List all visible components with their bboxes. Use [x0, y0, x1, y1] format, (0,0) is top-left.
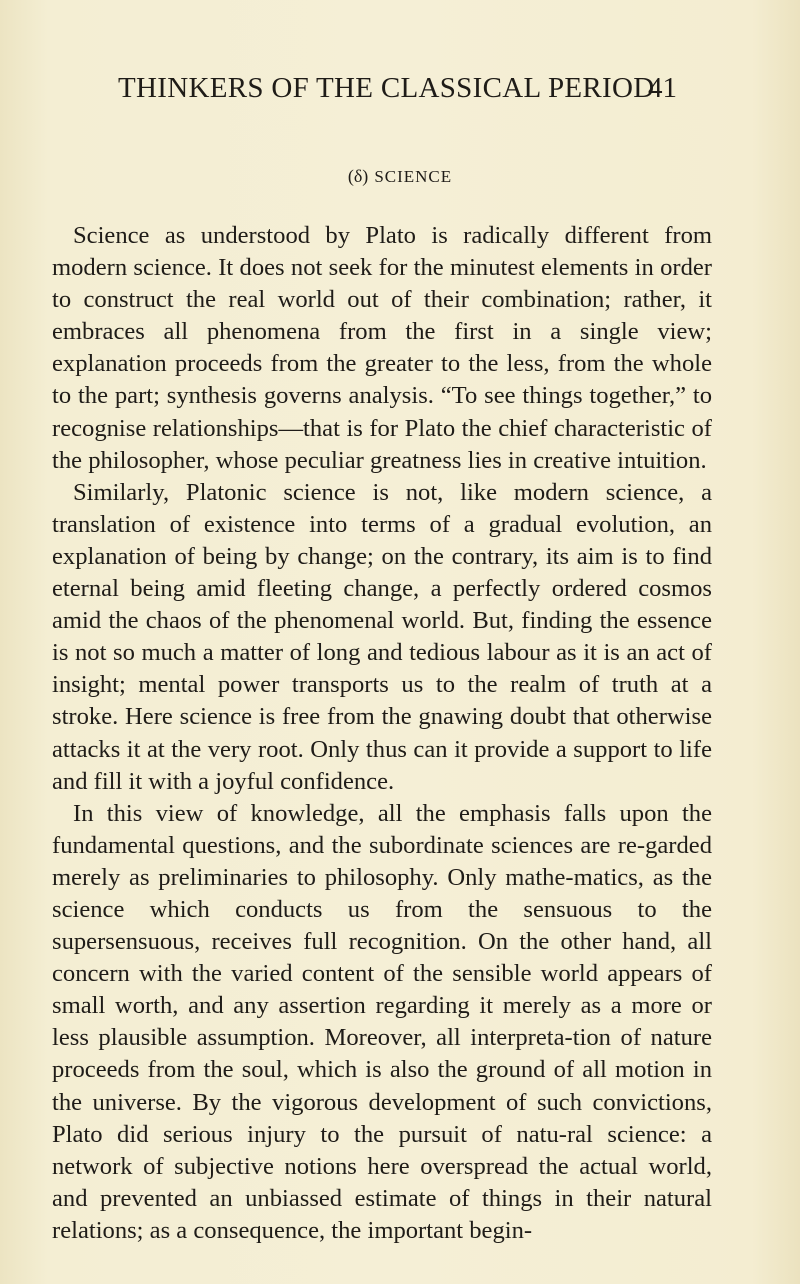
paragraph-platonic-science: Similarly, Platonic science is not, like modern science, a translation of existence into terms of a gradual evolution, an explanation of being by change; on the contrary, its aim is to find eternal being amid fleeting change, a perfectly ordered cosmos amid the chaos of the phenomenal world. But, finding the essence is not so much a matter of long and tedious labour as it is an act of insight; mental power transports us to the realm of truth at a stroke. Here science is free from the gnawing doubt that otherwise attacks it at the very root. Only thus can it provide a support to life and fill it with a joyful confidence.: [52, 478, 712, 795]
page-number: 41: [648, 72, 677, 104]
section-title: SCIENCE: [374, 167, 453, 186]
section-heading: [0, 166, 800, 187]
paragraph-science-definition: Science as understood by Plato is radically different from modern science. It does not seek for the minutest elements in order to construct the real world out of their combination; rather, it embraces all phenomena from the first in a single view; explanation proceeds from the greater to the less, from the whole to the part; synthesis governs analysis. “To see things together,” to recognise relationships—that is for Plato the chief characteristic of the philosopher, whose peculiar greatness lies in creative intuition.: [52, 222, 712, 474]
body-text: [52, 220, 712, 1247]
running-title: THINKERS OF THE CLASSICAL PERIOD: [118, 72, 655, 104]
section-marker: (δ): [347, 166, 369, 186]
running-head: [0, 72, 800, 112]
paragraph-view-of-knowledge: In this view of knowledge, all the emphasis falls upon the fundamental questions, and the subordinate sciences are re-garded merely as preliminaries to philosophy. Only mathe-matics, as the science which conducts us from the sensuous to the supersensuous, receives full recognition. On the other hand, all concern with the varied content of the sensible world appears of small worth, and any assertion regarding it merely as a more or less plausible assumption. Moreover, all interpreta-tion of nature proceeds from the soul, which is also the ground of all motion in the universe. By the vigorous development of such convictions, Plato did serious injury to the pursuit of natu-ral science: a network of subjective notions here overspread the actual world, and prevented an unbiassed estimate of things in their natural relations; as a consequence, the important begin-: [52, 799, 712, 1244]
